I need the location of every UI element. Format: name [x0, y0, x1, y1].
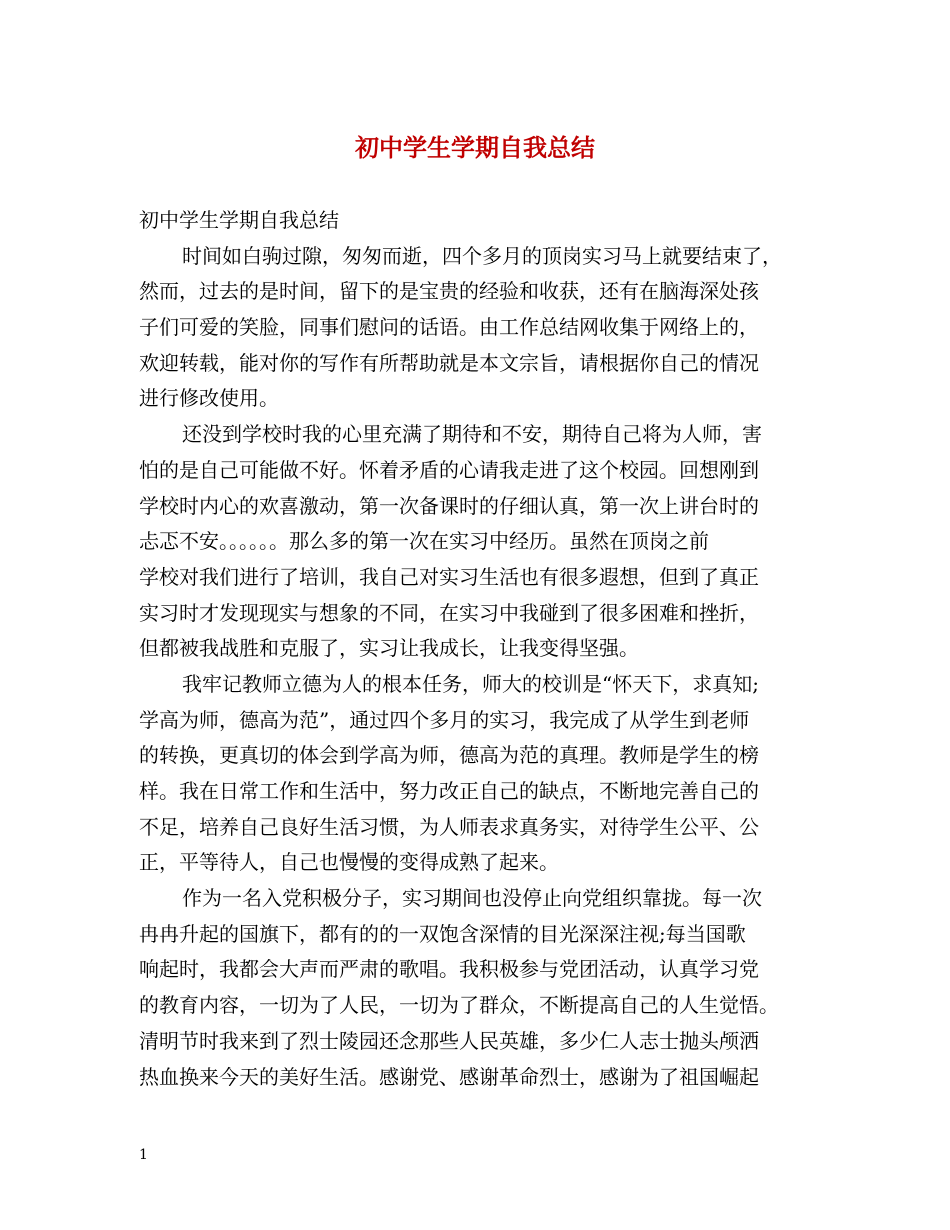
- body-line: 响起时，我都会大声而严肃的歌唱。我积极参与党团活动，认真学习党: [139, 957, 759, 982]
- document-body: [139, 203, 829, 1095]
- body-line: 欢迎转载，能对你的写作有所帮助就是本文宗旨，请根据你自己的情况: [139, 350, 759, 375]
- body-line: 不足，培养自己良好生活习惯，为人师表求真务实，对待学生公平、公: [139, 814, 759, 839]
- body-line: 样。我在日常工作和生活中，努力改正自己的缺点，不断地完善自己的: [139, 779, 759, 803]
- document-subtitle: 初中学生学期自我总结: [139, 208, 339, 232]
- body-line: 实习时才发现现实与想象的不同，在实习中我碰到了很多困难和挫折，: [139, 600, 759, 625]
- body-line: 但都被我战胜和克服了，实习让我成长，让我变得坚强。: [139, 636, 639, 661]
- body-line: 然而，过去的是时间，留下的是宝贵的经验和收获，还有在脑海深处孩: [139, 279, 759, 304]
- body-line: 学高为师，德高为范”，通过四个多月的实习，我完成了从学生到老师: [139, 707, 750, 732]
- body-line: 我牢记教师立德为人的根本任务，师大的校训是“怀天下，求真知;: [182, 671, 759, 696]
- body-line: 进行修改使用。: [139, 386, 279, 411]
- body-line: 时间如白驹过隙，匆匆而逝，四个多月的顶岗实习马上就要结束了，: [182, 243, 782, 268]
- body-line: 热血换来今天的美好生活。感谢党、感谢革命烈士，感谢为了祖国崛起: [139, 1064, 759, 1089]
- body-line: 冉冉升起的国旗下，都有的的一双饱含深情的目光深深注视;每当国歌: [139, 921, 746, 946]
- document-title: 初中学生学期自我总结: [355, 133, 595, 162]
- body-line: 忐忑不安。。。。。。那么多的第一次在实习中经历。虽然在顶岗之前: [139, 529, 709, 554]
- body-line: 的教育内容，一切为了人民，一切为了群众，不断提高自己的人生觉悟。: [139, 993, 779, 1018]
- body-line: 怕的是自己可能做不好。怀着矛盾的心请我走进了这个校园。回想刚到: [139, 457, 759, 482]
- body-line: 作为一名入党积极分子，实习期间也没停止向党组织靠拢。每一次: [182, 886, 762, 911]
- body-line: 清明节时我来到了烈士陵园还念那些人民英雄，多少仁人志士抛头颅洒: [139, 1028, 759, 1053]
- body-line: 子们可爱的笑脸，同事们慰问的话语。由工作总结网收集于网络上的，: [139, 315, 759, 340]
- page-number: 1: [139, 1147, 148, 1163]
- body-line: 的转换，更真切的体会到学高为师，德高为范的真理。教师是学生的榜: [139, 743, 759, 768]
- body-line: 正，平等待人，自己也慢慢的变得成熟了起来。: [139, 850, 559, 875]
- body-line: 学校时内心的欢喜激动，第一次备课时的仔细认真，第一次上讲台时的: [139, 493, 759, 518]
- body-line: 还没到学校时我的心里充满了期待和不安，期待自己将为人师，害: [182, 422, 762, 447]
- body-line: 学校对我们进行了培训，我自己对实习生活也有很多遐想，但到了真正: [139, 564, 759, 589]
